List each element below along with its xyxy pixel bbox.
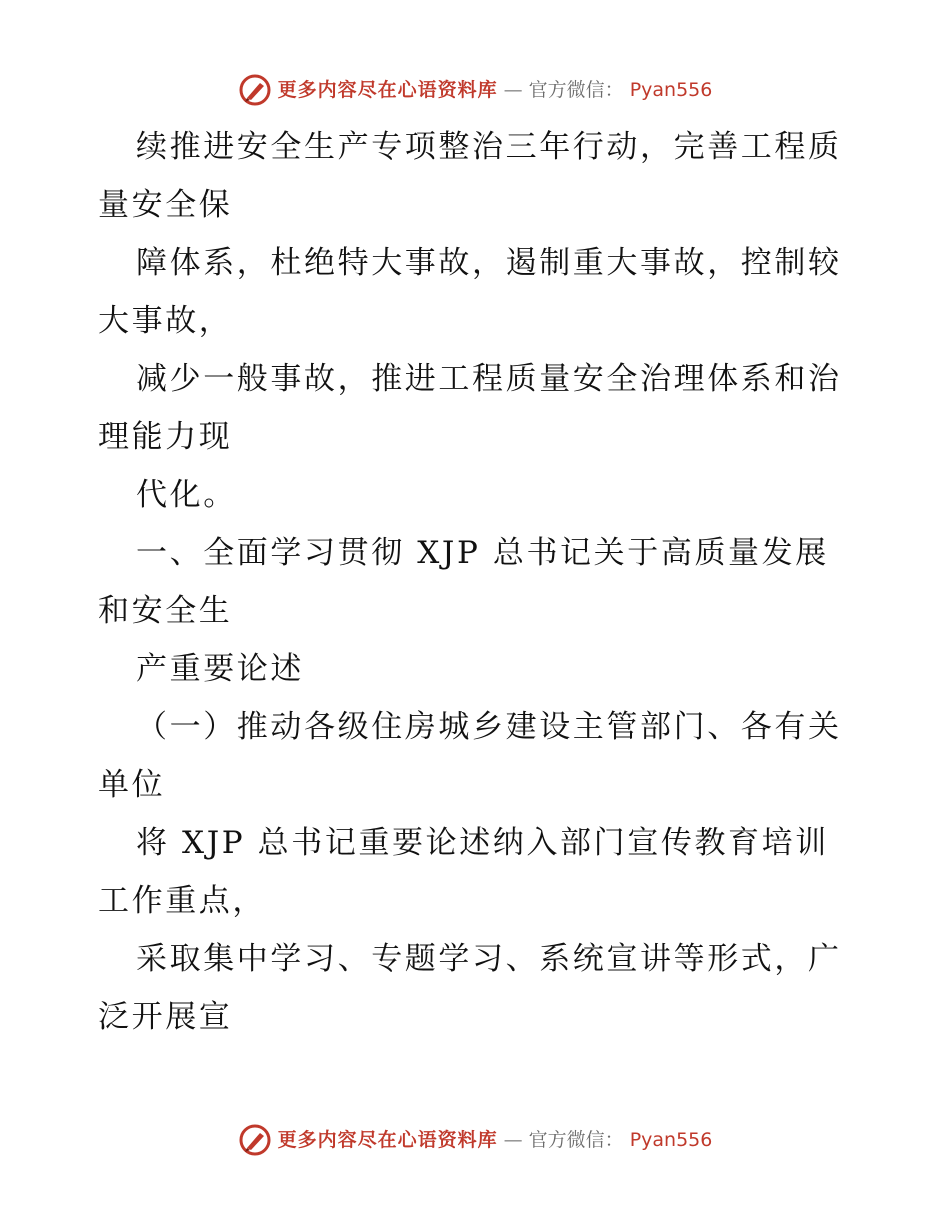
text-line: 障体系，杜绝特大事故，遏制重大事故，控制较: [136, 245, 842, 281]
section-heading-line: 产重要论述: [136, 651, 304, 687]
text-line: 泛开展宣: [98, 999, 233, 1035]
watermark-wechat-label: 官方微信：: [528, 79, 624, 101]
watermark-wechat-label: 官方微信：: [528, 1129, 624, 1151]
text-line: 理能力现: [98, 419, 233, 455]
watermark-separator: —: [503, 1129, 523, 1151]
section-heading-line: 一、全面学习贯彻 XJP 总书记关于高质量发展: [136, 535, 829, 571]
text-line: 量安全保: [98, 187, 233, 223]
watermark-wechat-id: Pyan556: [629, 1129, 713, 1151]
header-watermark: [0, 70, 950, 110]
footer-watermark: [0, 1120, 950, 1160]
section-heading-line: 和安全生: [98, 593, 233, 629]
subsection-line: 单位: [98, 767, 166, 803]
watermark-site-name: 更多内容尽在心语资料库: [277, 79, 498, 101]
document-body: [98, 118, 858, 1046]
watermark-wechat-id: Pyan556: [629, 79, 713, 101]
pen-logo-icon: [238, 73, 272, 107]
text-line: 代化。: [136, 477, 237, 513]
pen-logo-icon: [238, 1123, 272, 1157]
text-line: 减少一般事故，推进工程质量安全治理体系和治: [136, 361, 842, 397]
watermark-site-name: 更多内容尽在心语资料库: [277, 1129, 498, 1151]
watermark-separator: —: [503, 79, 523, 101]
text-line: 采取集中学习、专题学习、系统宣讲等形式，广: [136, 941, 842, 977]
subsection-line: （一）推动各级住房城乡建设主管部门、各有关: [136, 709, 842, 745]
text-line: 将 XJP 总书记重要论述纳入部门宣传教育培训: [136, 825, 829, 861]
text-line: 工作重点，: [98, 883, 266, 919]
text-line: 续推进安全生产专项整治三年行动，完善工程质: [136, 129, 842, 165]
text-line: 大事故，: [98, 303, 233, 339]
